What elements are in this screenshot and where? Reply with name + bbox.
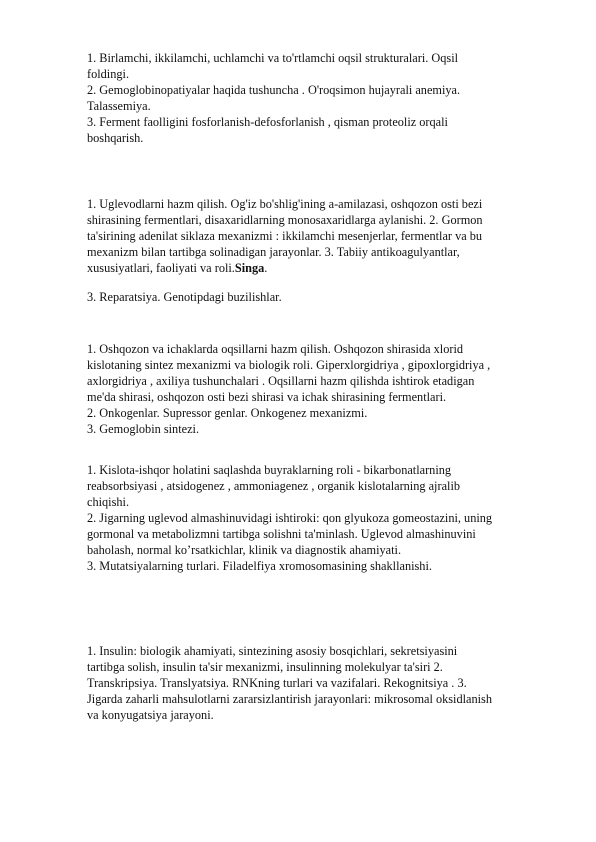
question-block-6 bbox=[87, 643, 562, 723]
text-line: 2. Jigarning uglevod almashinuvidagi ishtiroki: qon glyukoza gomeostazini, uning bbox=[87, 511, 493, 525]
text-line: tartibga solish, insulin ta'sir mexanizmi, insulinning molekulyar ta'siri 2. bbox=[87, 660, 443, 674]
text-line: Jigarda zaharli mahsulotlarni zararsizlantirish jarayonlari: mikrosomal oksidlanish bbox=[87, 692, 492, 706]
text-line: axlorgidriya , axiliya tushunchalari . Oqsillarni hazm qilishda ishtirok etadigan bbox=[87, 374, 475, 388]
text-line: Transkripsiya. Translyatsiya. RNKning turlari va vazifalari. Rekognitsiya . 3. bbox=[87, 676, 467, 690]
text-line: 3. Gemoglobin sintezi. bbox=[87, 422, 200, 436]
question-block-4 bbox=[87, 341, 562, 437]
text-line: 3. Ferment faolligini fosforlanish-defosforlanish , qisman proteoliz orqali bbox=[87, 115, 448, 129]
text-run: . bbox=[264, 261, 268, 275]
text-line: 1. Birlamchi, ikkilamchi, uchlamchi va to'rtlamchi oqsil strukturalari. Oqsil bbox=[87, 51, 459, 65]
text-line: boshqarish. bbox=[87, 131, 144, 145]
text-line bbox=[87, 260, 562, 276]
text-line: Talassemiya. bbox=[87, 99, 151, 113]
text-line: 1. Uglevodlarni hazm qilish. Og'iz bo'shlig'ining a-amilazasi, oshqozon osti bezi bbox=[87, 197, 483, 211]
text-line: 2. Onkogenlar. Supressor genlar. Onkogenez mexanizmi. bbox=[87, 406, 368, 420]
text-line: baholash, normal ko’rsatkichlar, klinik va diagnostik ahamiyati. bbox=[87, 543, 402, 557]
text-line: reabsorbsiyasi , atsidogenez , ammoniagenez , organik kislotalarning ajralib bbox=[87, 479, 461, 493]
text-line: mexanizm bilan tartibga solinadigan jarayonlar. 3. Tabiiy antikoagulyantlar, bbox=[87, 245, 460, 259]
text-line: chiqishi. bbox=[87, 495, 130, 509]
text-line: shirasining fermentlari, disaxaridlarning monosaxaridlarga aylanishi. 2. Gormon bbox=[87, 213, 483, 227]
question-block-5 bbox=[87, 462, 562, 574]
text-run: xususiyatlari, faoliyati va roli. bbox=[87, 261, 235, 275]
text-line: 2. Gemoglobinopatiyalar haqida tushuncha . O'roqsimon hujayrali anemiya. bbox=[87, 83, 461, 97]
text-line: ta'sirining adenilat siklaza mexanizmi : ikkilamchi mesenjerlar, fermentlar va bu bbox=[87, 229, 483, 243]
question-block-1 bbox=[87, 50, 562, 146]
text-line: me'da shirasi, oshqozon osti bezi shirasi va ichak shirasining fermentlari. bbox=[87, 390, 447, 404]
text-line: kislotaning sintez mexanizmi va biologik roli. Giperxlorgidriya , gipoxlorgidriya , bbox=[87, 358, 491, 372]
text-line: 3. Reparatsiya. Genotipdagi buzilishlar. bbox=[87, 290, 282, 304]
text-line: 1. Insulin: biologik ahamiyati, sintezining asosiy bosqichlari, sekretsiyasini bbox=[87, 644, 458, 658]
text-line: gormonal va metabolizmni tartibga solishni ta'minlash. Uglevod almashinuvini bbox=[87, 527, 476, 541]
bold-term: Singa bbox=[234, 261, 265, 275]
text-line: va konyugatsiya jarayoni. bbox=[87, 708, 214, 722]
text-line: 1. Kislota-ishqor holatini saqlashda buyraklarning roli - bikarbonatlarning bbox=[87, 463, 452, 477]
text-line: foldingi. bbox=[87, 67, 130, 81]
question-block-2 bbox=[87, 196, 562, 276]
question-block-3 bbox=[87, 289, 562, 305]
text-line: 3. Mutatsiyalarning turlari. Filadelfiya xromosomasining shakllanishi. bbox=[87, 559, 432, 573]
text-line: 1. Oshqozon va ichaklarda oqsillarni hazm qilish. Oshqozon shirasida xlorid bbox=[87, 342, 464, 356]
